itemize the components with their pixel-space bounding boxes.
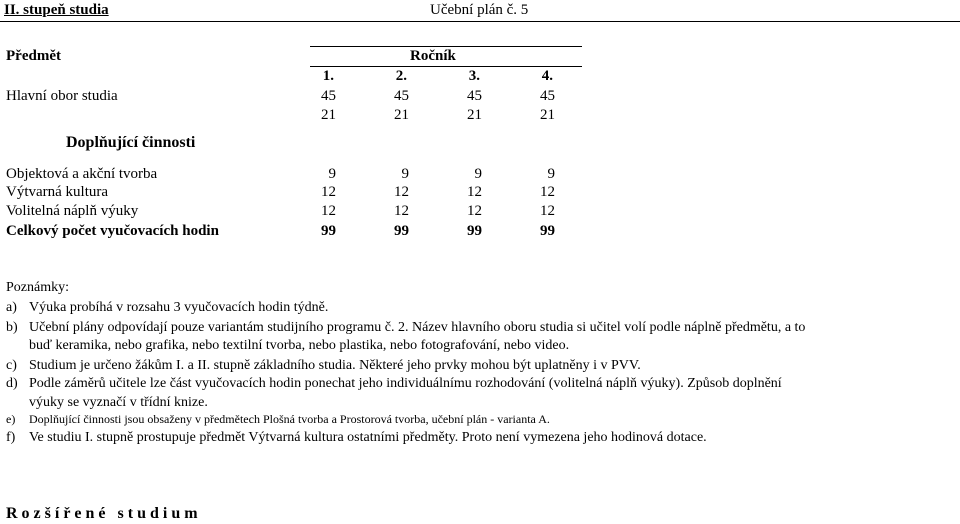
year-header-top-rule: [310, 46, 582, 47]
note-f-label: f): [6, 430, 16, 445]
note-e-text: Doplňující činnosti jsou obsaženy v předmětech Plošná tvorba a Prostorová tvorba, učební plán - varianta A.: [29, 412, 550, 426]
cell-main-sub-y4: 21: [540, 107, 555, 123]
note-d-continuation: výuky se vyznačí v třídní knize.: [29, 395, 208, 410]
cell-elective-y3: 12: [467, 203, 482, 219]
cell-total-y4: 99: [540, 223, 555, 239]
cell-elective-y1: 12: [321, 203, 336, 219]
year-label-1: 1.: [322, 68, 334, 84]
cell-elective-y4: 12: [540, 203, 555, 219]
cell-object-y1: 9: [328, 166, 336, 182]
note-a-text: Výuka probíhá v rozsahu 3 vyučovacích hodin týdně.: [29, 300, 329, 315]
note-f: [6, 430, 707, 446]
note-a: [6, 300, 328, 316]
cell-main-y4: 45: [540, 88, 555, 104]
note-e-label: e): [6, 412, 16, 426]
cell-total-y1: 99: [321, 223, 336, 239]
cell-main-y2: 45: [394, 88, 409, 104]
row-label-art-culture: Výtvarná kultura: [6, 184, 109, 200]
cell-object-y4: 9: [547, 166, 555, 182]
subject-column-header: Předmět: [6, 48, 61, 64]
note-d: [6, 376, 782, 392]
extended-study-heading: R o z š í ř e n é s t u d i u m: [6, 505, 198, 522]
cell-main-y3: 45: [467, 88, 482, 104]
note-b-continuation: buď keramika, nebo grafika, nebo textilní tvorba, nebo plastika, nebo fotografování, nebo video.: [29, 338, 570, 353]
note-c-text: Studium je určeno žákům I. a II. stupně základního studia. Některé jeho prvky mohou být uplatněny i v PVV.: [29, 358, 641, 373]
row-label-object-art: Objektová a akční tvorba: [6, 166, 158, 182]
cell-object-y2: 9: [401, 166, 409, 182]
row-label-elective: Volitelná náplň výuky: [6, 203, 139, 219]
row-label-main-subject: Hlavní obor studia: [6, 88, 118, 104]
cell-culture-y4: 12: [540, 184, 555, 200]
cell-culture-y1: 12: [321, 184, 336, 200]
year-header-bottom-rule: [310, 66, 582, 67]
note-c: [6, 358, 641, 374]
document-title: II. stupeň studia: [4, 2, 109, 18]
cell-main-sub-y1: 21: [321, 107, 336, 123]
section-heading-supplementary: Doplňující činnosti: [66, 134, 196, 151]
note-b-label: b): [6, 320, 18, 335]
note-c-label: c): [6, 358, 17, 373]
header-rule: [0, 21, 960, 22]
year-label-3: 3.: [468, 68, 480, 84]
year-label-2: 2.: [395, 68, 407, 84]
note-d-text: Podle záměrů učitele lze část vyučovacích hodin ponechat jeho individuálnímu rozhodování (volitelná náplň výuky). Způsob doplnění: [29, 376, 782, 391]
note-b: [6, 320, 805, 336]
notes-title: Poznámky:: [6, 280, 69, 295]
cell-total-y2: 99: [394, 223, 409, 239]
plan-number: Učební plán č. 5: [430, 2, 529, 18]
cell-main-sub-y2: 21: [394, 107, 409, 123]
row-label-total: Celkový počet vyučovacích hodin: [6, 223, 219, 239]
note-a-label: a): [6, 300, 17, 315]
cell-main-y1: 45: [321, 88, 336, 104]
year-column-header: Ročník: [410, 48, 456, 64]
cell-main-sub-y3: 21: [467, 107, 482, 123]
cell-total-y3: 99: [467, 223, 482, 239]
note-e: [6, 413, 550, 427]
cell-culture-y3: 12: [467, 184, 482, 200]
year-label-4: 4.: [541, 68, 553, 84]
cell-culture-y2: 12: [394, 184, 409, 200]
cell-object-y3: 9: [474, 166, 482, 182]
note-b-text: Učební plány odpovídají pouze variantám studijního programu č. 2. Název hlavního oboru studia si učitel volí podle náplně předmětu, a to: [29, 320, 806, 335]
cell-elective-y2: 12: [394, 203, 409, 219]
note-d-label: d): [6, 376, 18, 391]
note-f-text: Ve studiu I. stupně prostupuje předmět Výtvarná kultura ostatními předměty. Proto není vymezena jeho hodinová dotace.: [29, 430, 707, 445]
